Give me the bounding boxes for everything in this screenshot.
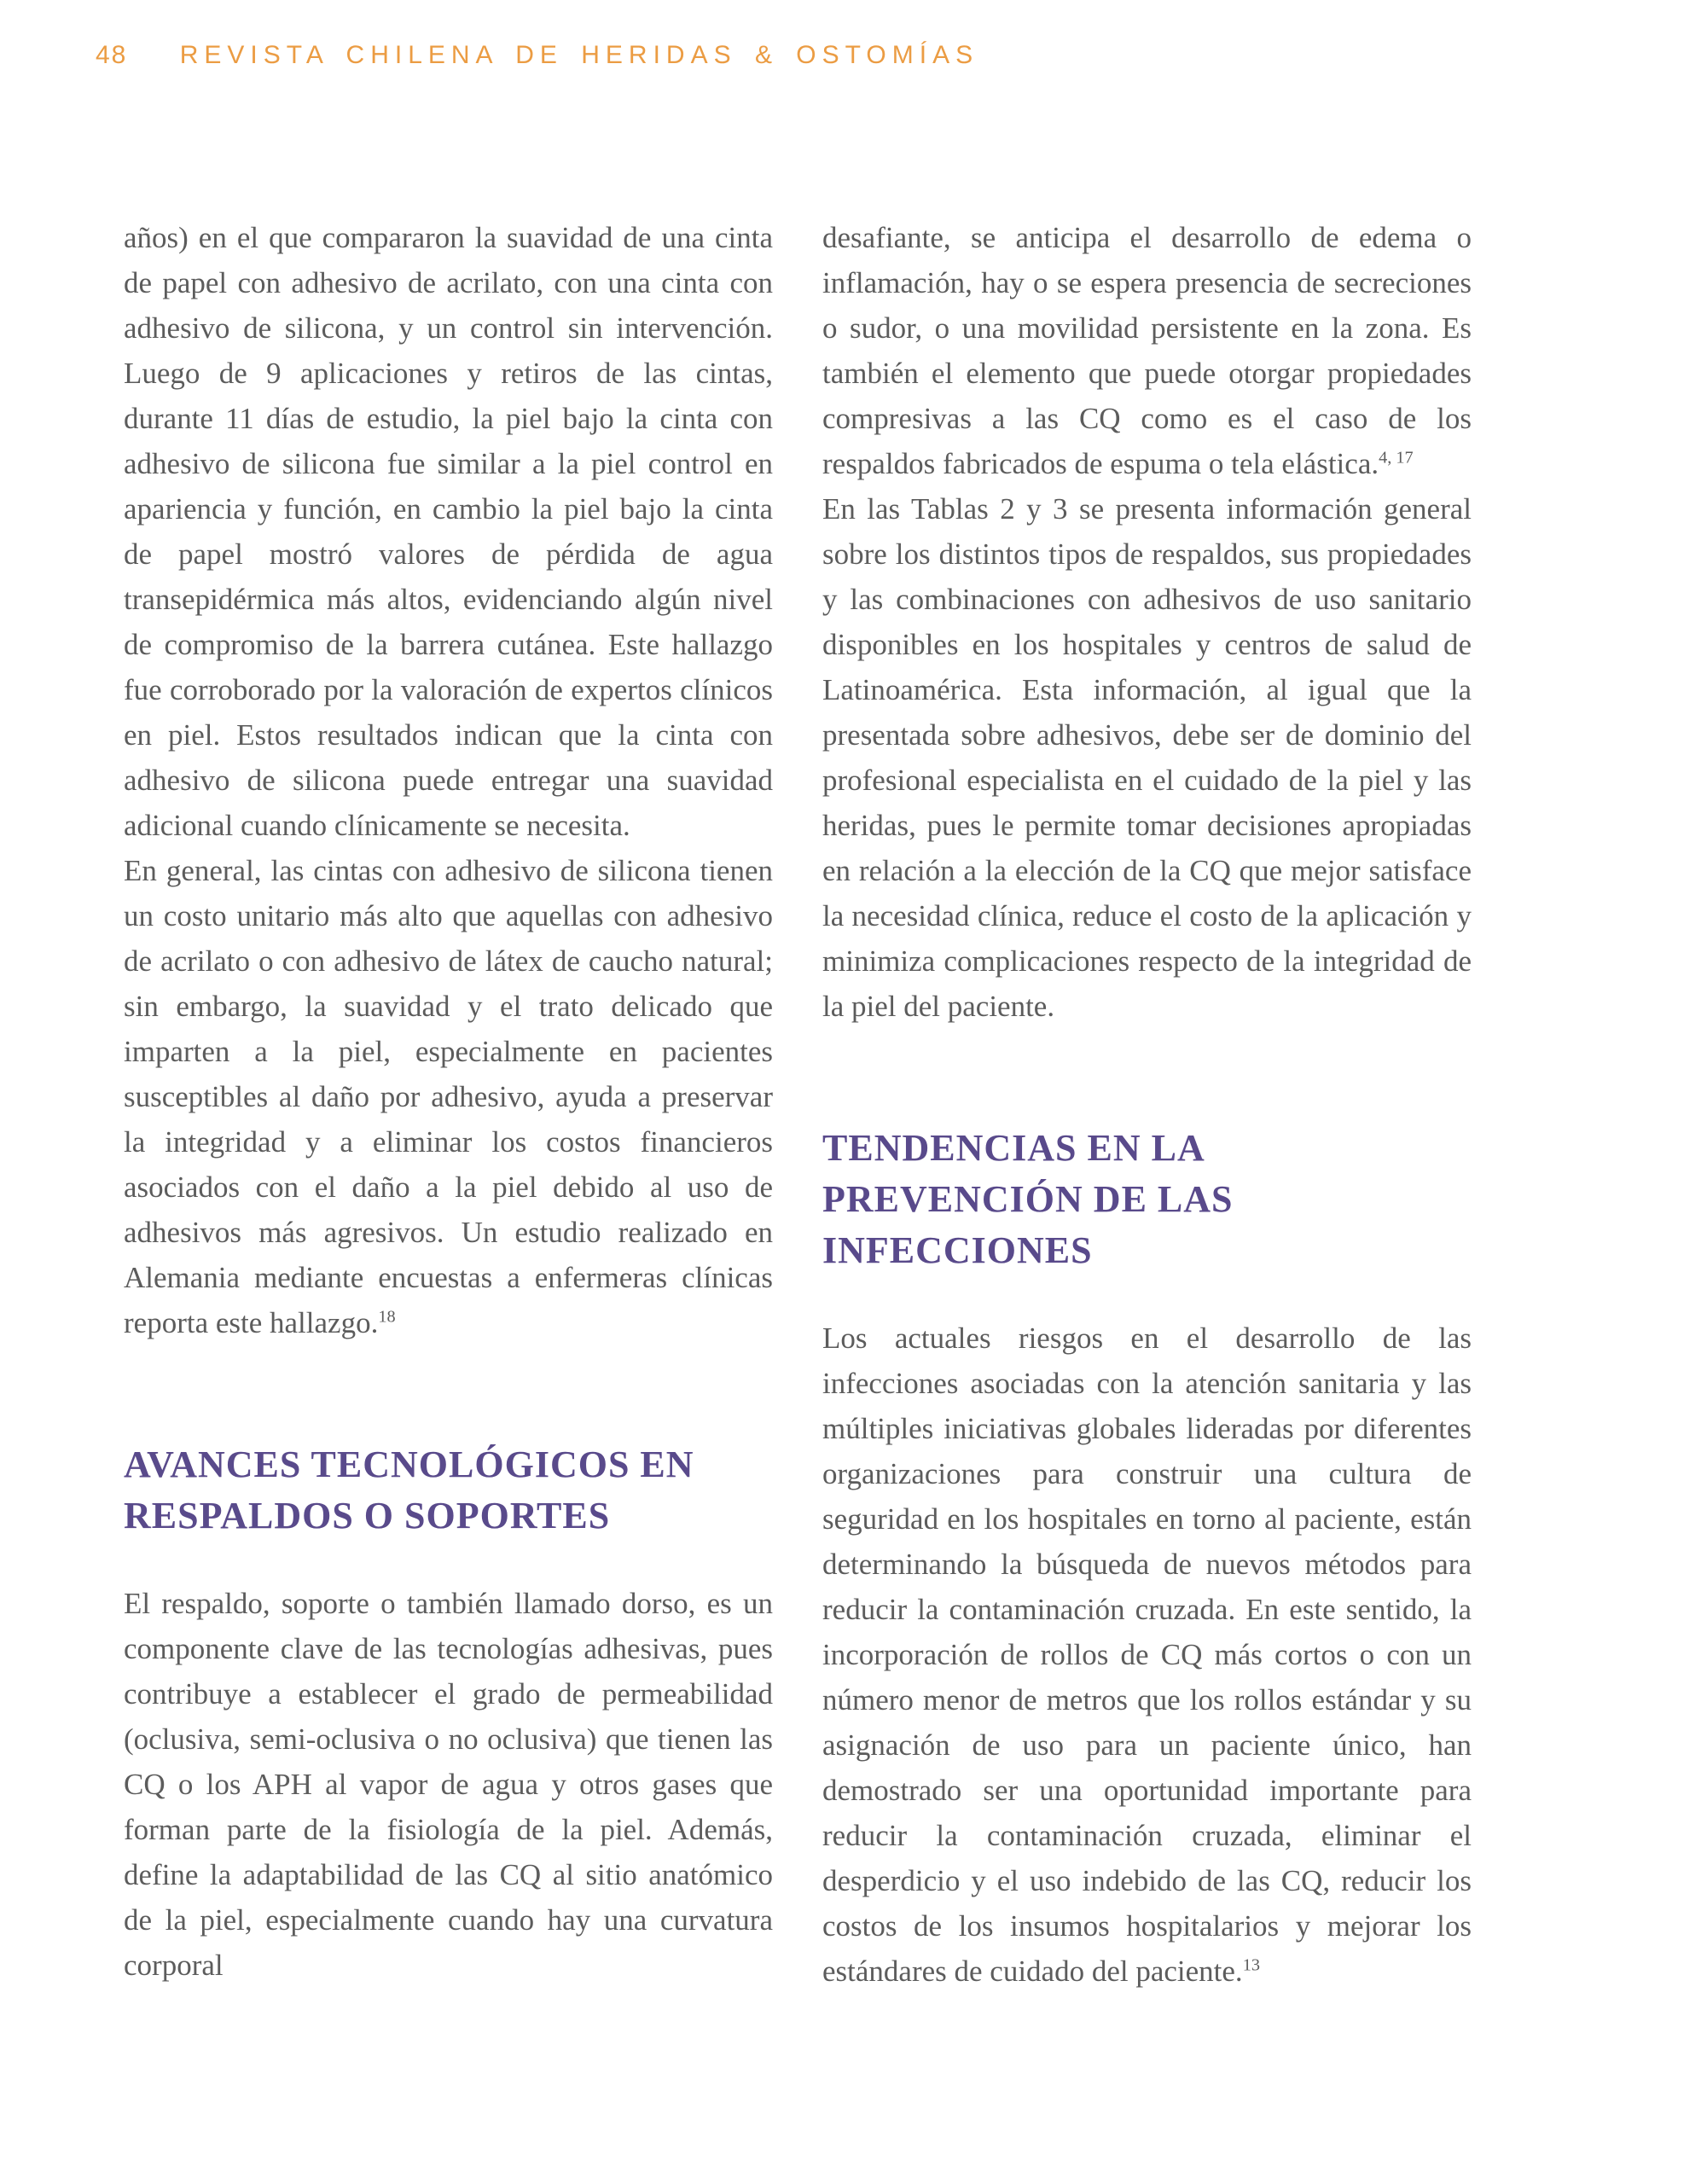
paragraph-text: Los actuales riesgos en el desarrollo de las infecciones asociadas con la atención sanitaria y las múltiples iniciativas globales lideradas por diferentes organizaciones para construir una cultura de seguridad en los hospitales en torno al paciente, están determinando la búsqueda de nuevos métodos para reducir la contaminación cruzada. En este sentido, la incorporación de rollos de CQ más cortos o con un número menor de metros que los rollos estándar y su asignación de uso para un paciente único, han demostrado ser una oportunidad importante para reducir la contaminación cruzada, eliminar el desperdicio y el uso indebido de las CQ, reducir los costos de los insumos hospitalarios y mejorar los estándares de cuidado del paciente.	[822, 1321, 1472, 1988]
paragraph-text: AVANCES TECNOLÓGICOS EN RESPALDOS O SOPORTES	[124, 1443, 694, 1536]
body-paragraph	[124, 1581, 773, 1988]
body-paragraph	[822, 486, 1472, 1029]
reference-superscript: 4, 17	[1379, 448, 1414, 468]
body-paragraph	[124, 215, 773, 848]
running-header	[96, 41, 978, 70]
paragraph-text: desafiante, se anticipa el desarrollo de edema o inflamación, hay o se espera presencia de secreciones o sudor, o una movilidad persistente en la zona. Es también el elemento que puede otorgar propiedades compresivas a las CQ como es el caso de los respaldos fabricados de espuma o tela elástica.	[822, 221, 1472, 480]
section-heading	[822, 1123, 1472, 1276]
right-column	[822, 215, 1472, 1994]
journal-title: REVISTA CHILENA DE HERIDAS & OSTOMÍAS	[179, 41, 979, 69]
paragraph-text: El respaldo, soporte o también llamado dorso, es un componente clave de las tecnologías adhesivas, pues contribuye a establecer el grado de permeabilidad (oclusiva, semi-oclusiva o no oclusiva) que tienen las CQ o los APH al vapor de agua y otros gases que forman parte de la fisiología de la piel. Además, define la adaptabilidad de las CQ al sitio anatómico de la piel, especialmente cuando hay una curvatura corporal	[124, 1587, 773, 1982]
body-paragraph	[124, 848, 773, 1345]
reference-superscript: 13	[1242, 1955, 1260, 1975]
body-paragraph	[822, 215, 1472, 486]
paragraph-text: años) en el que compararon la suavidad de una cinta de papel con adhesivo de acrilato, con una cinta con adhesivo de silicona, y un control sin intervención. Luego de 9 aplicaciones y retiros de las cintas, durante 11 días de estudio, la piel bajo la cinta con adhesivo de silicona fue similar a la piel control en apariencia y función, en cambio la piel bajo la cinta de papel mostró valores de pérdida de agua transepidérmica más altos, evidenciando algún nivel de compromiso de la barrera cutánea. Este hallazgo fue corroborado por la valoración de expertos clínicos en piel. Estos resultados indican que la cinta con adhesivo de silicona puede entregar una suavidad adicional cuando clínicamente se necesita.	[124, 221, 773, 842]
reference-superscript: 18	[378, 1307, 396, 1327]
page-number: 48	[96, 41, 128, 69]
paragraph-text: En las Tablas 2 y 3 se presenta información general sobre los distintos tipos de respaldos, sus propiedades y las combinaciones con adhesivos de uso sanitario disponibles en los hospitales y centros de salud de Latinoamérica. Esta información, al igual que la presentada sobre adhesivos, debe ser de dominio del profesional especialista en el cuidado de la piel y las heridas, pues le permite tomar decisiones apropiadas en relación a la elección de la CQ que mejor satisface la necesidad clínica, reduce el costo de la aplicación y minimiza complicaciones respecto de la integridad de la piel del paciente.	[822, 492, 1472, 1023]
section-heading	[124, 1439, 773, 1542]
left-column	[124, 215, 773, 1994]
paragraph-text: TENDENCIAS EN LA PREVENCIÓN DE LAS INFECCIONES	[822, 1127, 1234, 1271]
paragraph-text: En general, las cintas con adhesivo de silicona tienen un costo unitario más alto que aquellas con adhesivo de acrilato o con adhesivo de látex de caucho natural; sin embargo, la suavidad y el trato delicado que imparten a la piel, especialmente en pacientes susceptibles al daño por adhesivo, ayuda a preservar la integridad y a eliminar los costos financieros asociados con el daño a la piel debido al uso de adhesivos más agresivos. Un estudio realizado en Alemania mediante encuestas a enfermeras clínicas reporta este hallazgo.	[124, 854, 773, 1339]
body-paragraph	[822, 1316, 1472, 1994]
two-column-text	[124, 215, 1472, 1994]
